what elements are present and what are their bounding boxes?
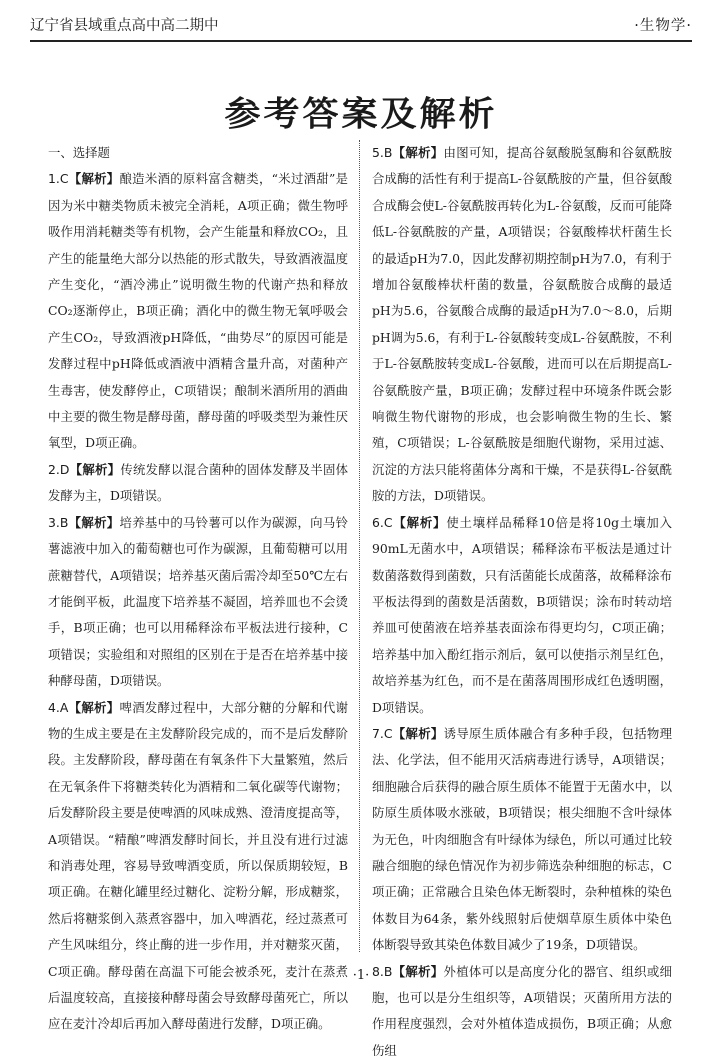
analysis-label: 【解析】	[68, 171, 120, 187]
answer-item	[372, 721, 672, 959]
header-subject: ·生物学·	[634, 17, 692, 34]
answer-number: 2.D	[48, 461, 70, 477]
left-items	[48, 166, 348, 1037]
answer-number: 6.C	[372, 514, 393, 530]
analysis-text: 啤酒发酵过程中，大部分糖的分解和代谢物的生成主要是在主发酵阶段完成的，而不是后发酵阶段。主发酵阶段，酵母菌在有氧条件下大量繁殖，然后在无氧条件下将糖类转化为酒精和二氧化碳等代谢物；后发酵阶段主要是使啤酒的风味成熟、澄清度提高等，A项错误。“精酿”啤酒发酵时间长，并且没有进行过滤和消毒处理，容易导致啤酒变质，所以保质期较短，B项正确。在糖化罐里经过糖化、淀粉分解，形成糖浆，然后将糖浆倒入蒸煮容器中，加入啤酒花，经过蒸煮可产生风味组分，终止酶的进一步作用，并对糖浆灭菌，C项正确。酵母菌在高温下可能会被杀死，麦汁在蒸煮后温度较高，直接接种酵母菌会导致酵母菌死亡，所以应在麦汁冷却后再加入酵母菌进行发酵，D项正确。	[48, 699, 349, 1032]
analysis-text: 由图可知，提高谷氨酸脱氢酶和谷氨酰胺合成酶的活性有利于提高L-谷氨酰胺的产量，但谷氨酸合成酶会使L-谷氨酰胺再转化为L-谷氨酸，反而可能降低L-谷氨酰胺的产量，A项错误；谷氨酸棒状杆菌生长的最适pH为7.0，因此发酵初期控制pH为7.0，有利于增加谷氨酸棒状杆菌的数量，谷氨酰胺合成酶的最适pH为5.6，谷氨酸合成酶的最适pH为7.0～8.0，后期pH调为5.6，有利于L-谷氨酸转变成L-谷氨酰胺，不利于L-谷氨酰胺转变成L-谷氨酸，进而可以在后期提高L-谷氨酰胺产量，B项正确；发酵过程中环境条件既会影响微生物代谢物的形成，也会影响微生物的生长、繁殖，C项错误；L-谷氨酰胺是细胞代谢物，采用过滤、沉淀的方法只能将菌体分离和干燥，不是获得L-谷氨酰胺的方法，D项错误。	[372, 145, 673, 504]
analysis-label: 【解析】	[392, 514, 447, 530]
right-items	[372, 140, 672, 1064]
answer-number: 4.A	[48, 699, 69, 715]
header-left-title: 辽宁省县域重点高中高二期中	[30, 17, 219, 34]
analysis-text: 外植体可以是高度分化的器官、组织或细胞，也可以是分生组织等，A项错误；灭菌所用方法的作用程度强烈，会对外植体造成损伤，B项正确；从愈伤组	[372, 963, 673, 1058]
analysis-label: 【解析】	[68, 699, 120, 715]
analysis-label: 【解析】	[69, 461, 121, 477]
analysis-text: 酿造米酒的原料富含糖类，“米过酒甜”是因为米中糖类物质未被完全消耗，A项正确；微生物呼吸作用消耗糖类等有机物，会产生能量和释放CO₂，且产生的能量绝大部分以热能的形式散失，导致酒液温度产生变化，“酒冷沸止”说明微生物的代谢产热和释放CO₂逐渐停止，B项正确；酒化中的微生物无氧呼吸会产生CO₂，导致酒液pH降低，“曲势尽”的原因可能是发酵过程中pH降低或酒液中酒精含量升高，对菌种产生毒害，使发酵停止，C项错误；酿制米酒所用的酒曲中主要的微生物是酵母菌，酵母菌的呼吸类型为兼性厌氧型，D项正确。	[48, 171, 349, 451]
answer-item	[48, 510, 348, 695]
analysis-label: 【解析】	[68, 514, 120, 530]
answer-item	[48, 695, 348, 1038]
answer-number: 5.B	[372, 145, 393, 160]
answer-number: 1.C	[48, 171, 69, 187]
analysis-text: 培养基中的马铃薯可以作为碳源，向马铃薯滤液中加入的葡萄糖也可作为碳源，且葡萄糖可以用蔗糖替代，A项错误；培养基灭菌后需冷却至50℃左右才能倒平板，此温度下培养基不凝固，培养皿也不会烫手，B项正确；也可以用稀释涂布平板法进行接种，C项错误；实验组和对照组的区别在于是否在培养基中接种酵母菌，D项错误。	[48, 514, 349, 689]
page-number: ·1·	[352, 968, 370, 983]
answer-number: 8.B	[372, 963, 393, 979]
section-title: 一、选择题	[48, 145, 110, 160]
analysis-text: 传统发酵以混合菌种的固体发酵及半固体发酵为主，D项错误。	[48, 461, 349, 504]
analysis-label: 【解析】	[392, 963, 444, 979]
analysis-label: 【解析】	[392, 725, 444, 741]
column-divider	[359, 140, 360, 952]
analysis-label: 【解析】	[392, 145, 444, 160]
answer-number: 7.C	[372, 725, 393, 741]
analysis-text: 使土壤样品稀释10倍是将10g土壤加入90mL无菌水中，A项错误；稀释涂布平板法是通过计数菌落数得到菌数，只有活菌能长成菌落，故稀释涂布平板法得到的菌数是活菌数，B项错误；涂布时转动培养皿可使菌液在培养基表面涂布得更均匀，C项正确；培养基中加入酚红指示剂后，氨可以使指示剂呈红色，故培养基为红色，而不是在菌落周围形成红色透明圈，D项错误。	[372, 514, 673, 715]
page-title: 参考答案及解析	[224, 94, 498, 134]
left-column	[48, 140, 348, 1038]
answer-item	[372, 140, 672, 510]
right-column	[372, 140, 672, 1064]
answer-item	[48, 457, 348, 510]
analysis-text: 诱导原生质体融合有多种手段，包括物理法、化学法，但不能用灭活病毒进行诱导，A项错误；细胞融合后获得的融合原生质体不能置于无菌水中，以防原生质体吸水涨破，B项错误；根尖细胞不含叶绿体为无色，叶肉细胞含有叶绿体为绿色，所以可通过比较融合细胞的绿色情况作为初步筛选杂种细胞的标志，C项正确；正常融合且染色体无断裂时，杂种植株的染色体数目为64条，紫外线照射后使烟草原生质体中染色体断裂导致其染色体数目减少了19条，D项错误。	[372, 725, 673, 953]
answer-item	[372, 510, 672, 721]
page-header	[30, 8, 692, 42]
answer-item	[48, 166, 348, 456]
answer-number: 3.B	[48, 514, 69, 530]
